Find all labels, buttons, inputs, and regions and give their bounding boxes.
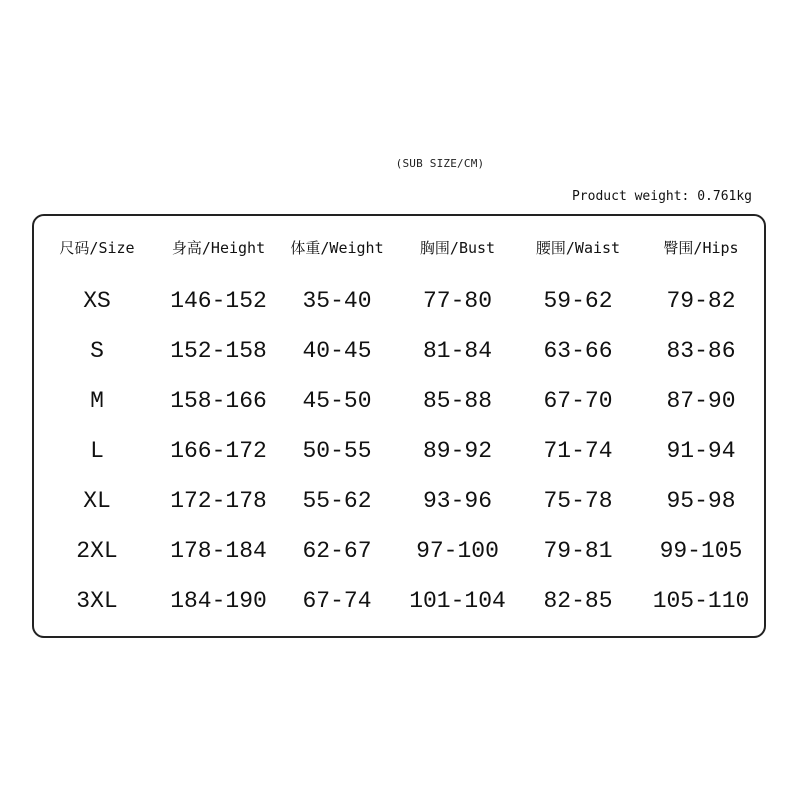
cell-size: XL <box>83 488 111 514</box>
header-hips: 臀围/Hips <box>663 239 739 257</box>
cell-weight: 67-74 <box>302 588 372 614</box>
cell-weight: 62-67 <box>302 538 372 564</box>
cell-hips: 87-90 <box>666 388 736 414</box>
table-row <box>34 486 764 516</box>
cell-bust: 93-96 <box>422 488 492 514</box>
table-row <box>34 536 764 566</box>
cell-waist: 67-70 <box>543 388 613 414</box>
cell-weight: 40-45 <box>302 338 372 364</box>
table-header-row <box>34 234 764 262</box>
cell-hips: 83-86 <box>666 338 736 364</box>
cell-size: XS <box>83 288 111 314</box>
cell-size: L <box>90 438 104 464</box>
cell-size: 3XL <box>76 588 118 614</box>
size-table <box>32 214 766 638</box>
cell-hips: 79-82 <box>666 288 736 314</box>
cell-height: 146-152 <box>170 288 267 314</box>
cell-height: 184-190 <box>170 588 267 614</box>
cell-height: 178-184 <box>170 538 267 564</box>
table-row <box>34 586 764 616</box>
cell-weight: 45-50 <box>302 388 372 414</box>
cell-waist: 71-74 <box>543 438 613 464</box>
cell-height: 166-172 <box>170 438 267 464</box>
cell-hips: 99-105 <box>659 538 743 564</box>
cell-height: 152-158 <box>170 338 267 364</box>
cell-height: 172-178 <box>170 488 267 514</box>
cell-size: 2XL <box>76 538 118 564</box>
cell-bust: 81-84 <box>422 338 492 364</box>
product-weight: Product weight: 0.761kg <box>571 189 752 204</box>
table-row <box>34 336 764 366</box>
cell-bust: 89-92 <box>422 438 492 464</box>
cell-hips: 95-98 <box>666 488 736 514</box>
table-row <box>34 386 764 416</box>
header-height: 身高/Height <box>171 239 266 257</box>
cell-waist: 82-85 <box>543 588 613 614</box>
table-row <box>34 286 764 316</box>
cell-weight: 55-62 <box>302 488 372 514</box>
cell-waist: 59-62 <box>543 288 613 314</box>
chart-subtitle: (SUB SIZE/CM) <box>395 157 485 170</box>
cell-waist: 75-78 <box>543 488 613 514</box>
cell-bust: 77-80 <box>422 288 492 314</box>
cell-bust: 101-104 <box>409 588 506 614</box>
cell-waist: 63-66 <box>543 338 613 364</box>
cell-bust: 97-100 <box>416 538 499 564</box>
cell-size: S <box>90 338 104 364</box>
header-bust: 胸围/Bust <box>419 239 496 257</box>
cell-height: 158-166 <box>170 388 267 414</box>
table-row <box>34 436 764 466</box>
header-waist: 腰围/Waist <box>535 239 621 257</box>
cell-waist: 79-81 <box>543 538 613 564</box>
cell-weight: 35-40 <box>302 288 372 314</box>
cell-weight: 50-55 <box>302 438 372 464</box>
header-weight: 体重/Weight <box>290 239 384 257</box>
cell-hips: 105-110 <box>652 588 750 614</box>
cell-hips: 91-94 <box>666 438 736 464</box>
cell-size: M <box>90 388 104 414</box>
cell-bust: 85-88 <box>422 388 492 414</box>
header-size: 尺码/Size <box>59 239 135 257</box>
